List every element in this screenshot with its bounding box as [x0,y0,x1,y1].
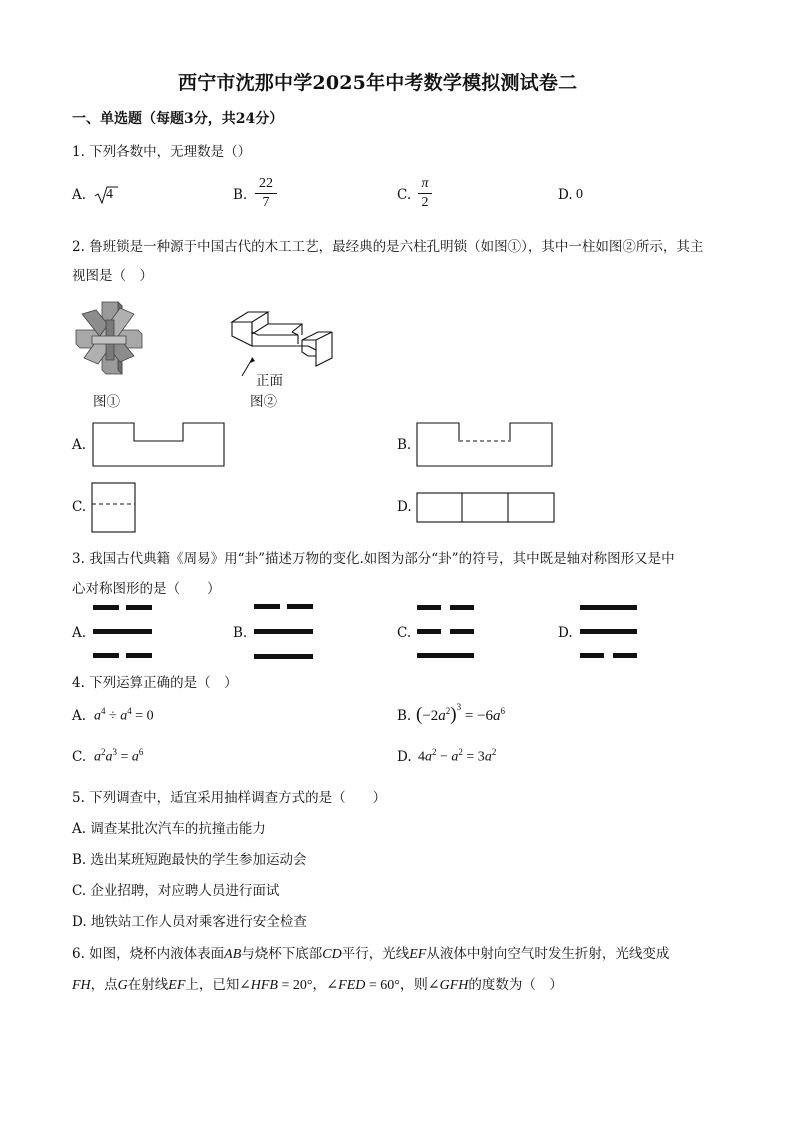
q1-option-c-fraction [418,176,432,211]
fraction-denominator: 7 [262,195,270,210]
q1-option-b-fraction [255,176,277,211]
q2-option-d-label: D. [397,499,412,515]
q6-text: 上，已知∠ [185,977,251,993]
q6-text: 在射线 [127,977,169,993]
q6-segment-ab: AB [224,947,242,962]
q5-option-b: B. 选出某班短跑最快的学生参加运动会 [72,852,307,868]
q6-value: = 20°，∠ [277,978,339,993]
figure-1-caption: 图① [93,394,120,410]
q6-stem-line1 [72,942,669,963]
q2-option-a-label: A. [72,437,87,453]
q6-angle-hfb: HFB [250,978,278,993]
section-heading: 一、单选题（每题3分，共24分） [72,111,284,127]
q6-ray-ef: EF [168,978,186,993]
q1-stem: 1. 下列各数中，无理数是（） [72,144,252,160]
q1-option-d-label: D. [558,187,573,203]
q6-text: 6. 如图，烧杯内液体表面 [72,946,225,962]
q4-option-d-expression: $4a^2 - a^2 = 3a^2$ [418,747,497,765]
q1-option-b-label: B. [233,187,248,203]
q6-angle-gfh: GFH [439,978,469,993]
q6-value: = 60°，则∠ [365,978,440,993]
q1-a-radicand: 4 [106,187,113,203]
q6-stem-line2 [72,973,563,994]
q6-segment-cd: CD [322,947,342,962]
fraction-denominator: 2 [421,195,429,210]
q1-option-c-label: C. [397,187,412,203]
q6-point-g: G [117,978,128,993]
q6-angle-fed: FED [338,978,366,993]
q6-ray-ef: EF [409,947,427,962]
q4-option-b-expression: $(-2a^2)^3 = -6a^6$ [416,702,506,725]
fraction-bar [255,193,277,194]
q4-option-b-label: B. [397,708,412,724]
q5-option-d: D. 地铁站工作人员对乘客进行安全检查 [72,914,307,930]
q5-stem: 5. 下列调查中，适宜采用抽样调查方式的是（ ） [72,790,387,806]
q6-ray-fh: FH [72,978,91,993]
pillar-drawing [228,304,338,384]
front-label: 正面 [256,373,283,389]
q3-option-d-trigram-icon [579,604,641,660]
luban-lock-image [74,300,144,380]
q2-option-b-label: B. [397,437,412,453]
q6-text: 平行，光线 [341,946,410,962]
q6-text: 的度数为（ ） [468,977,563,993]
q2-stem-line1: 2. 鲁班锁是一种源于中国古代的木工工艺，最经典的是六柱孔明锁（如图①），其中一柱如图②所示，其主 [72,239,704,255]
q4-option-a-label: A. [72,708,87,724]
q3-option-d-label: D. [558,625,573,641]
q6-text: ，点 [90,977,118,993]
q2-option-c-label: C. [72,499,87,515]
q3-option-c-trigram-icon [416,604,478,660]
q1-option-a-label: A. [72,187,87,203]
q3-option-c-label: C. [397,625,412,641]
q4-option-d-label: D. [397,749,412,765]
q3-option-b-trigram-icon [253,603,315,661]
q1-option-d-value: 0 [576,187,583,202]
q5-option-c: C. 企业招聘，对应聘人员进行面试 [72,883,280,899]
fraction-numerator: π [421,176,429,191]
q2-option-b-shape [416,422,554,468]
fraction-numerator: 22 [259,176,273,191]
figure-2-caption: 图② [250,394,277,410]
q5-option-a: A. 调查某批次汽车的抗撞击能力 [72,821,266,837]
q4-option-c-label: C. [72,749,87,765]
page-title: 西宁市沈那中学2025年中考数学模拟测试卷二 [178,72,578,94]
fraction-bar [418,193,432,194]
q2-option-d-shape [416,492,556,524]
q2-option-a-shape [92,422,226,468]
q6-text: 与烧杯下底部 [241,946,323,962]
q3-stem-line1: 3. 我国古代典籍《周易》用“卦”描述万物的变化.如图为部分“卦”的符号，其中既是轴对称图形又是中 [72,551,675,567]
q3-option-a-label: A. [72,625,87,641]
q3-stem-line2: 心对称图形的是（ ） [72,581,221,597]
q4-option-c-expression: $a^2a^3 = a^6$ [94,747,144,765]
q4-stem: 4. 下列运算正确的是（ ） [72,675,238,691]
q3-option-a-trigram-icon [92,604,154,660]
q2-option-c-shape [91,482,137,534]
q2-stem-line2: 视图是（ ） [72,268,153,284]
q6-text: 从液体中射向空气时发生折射，光线变成 [426,946,670,962]
q1-option-a-expression [94,185,113,205]
q3-option-b-label: B. [233,625,248,641]
q4-option-a-expression: $a^4 \div a^4 = 0$ [94,706,154,724]
